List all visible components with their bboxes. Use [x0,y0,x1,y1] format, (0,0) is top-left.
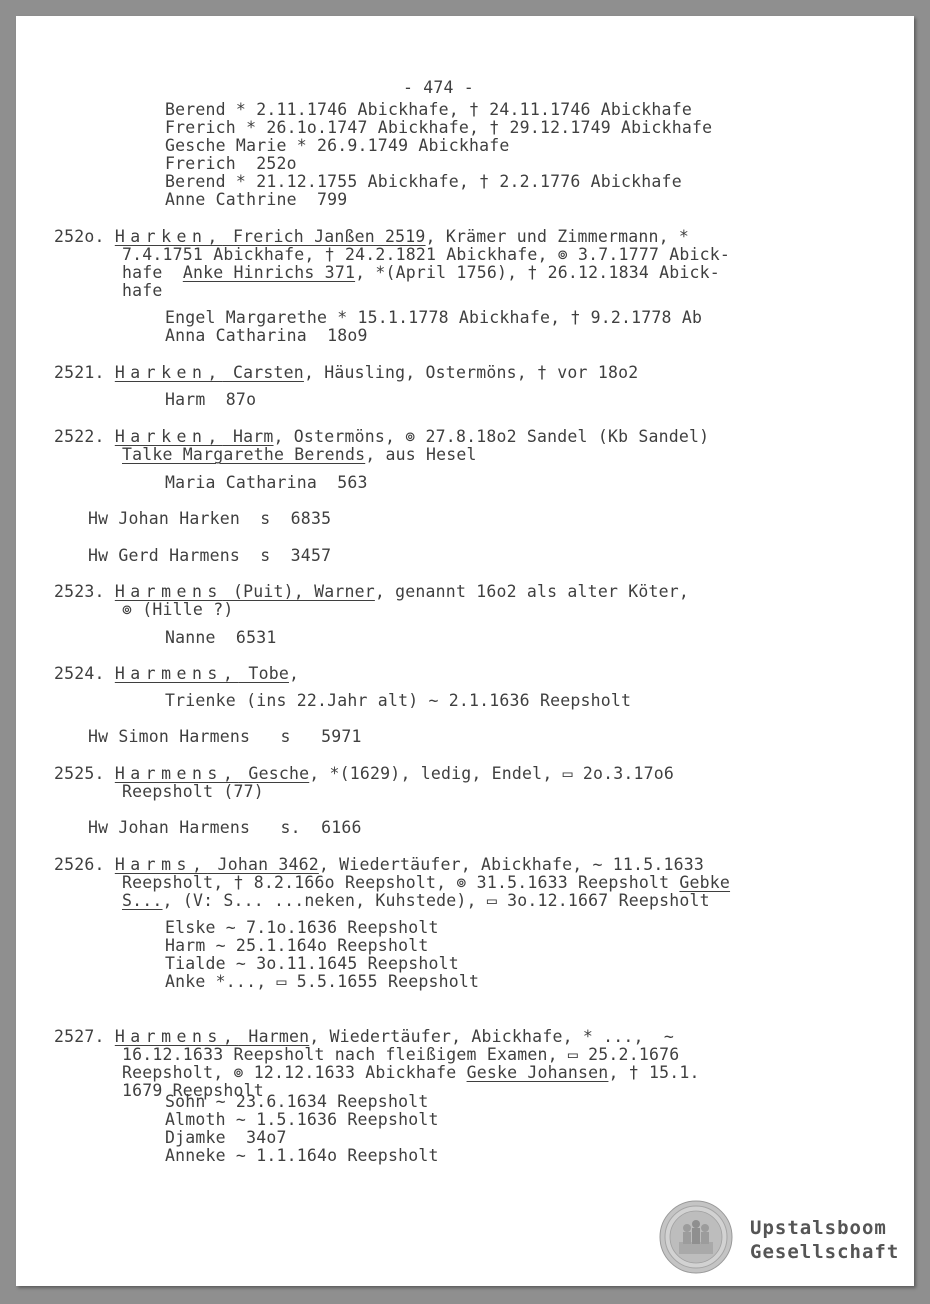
text-segment: 2527. [54,1027,115,1046]
text-segment: Anne Cathrine 799 [165,190,348,209]
text-line [165,474,368,492]
text-segment: 2524. [54,664,115,683]
text-segment: 2523. [54,582,115,601]
text-segment: , Wiedertäufer, Abickhafe, * ..., ~ [309,1027,675,1046]
text-segment: Almoth ~ 1.5.1636 Reepsholt [165,1110,439,1129]
text-segment: Hw Gerd Harmens s 3457 [88,546,332,565]
text-segment: 2521. [54,363,115,382]
text-segment: , Krämer und Zimmermann, * [425,227,690,246]
text-line [165,692,631,710]
text-line [165,973,479,991]
text-line [122,783,264,801]
text-segment: hafe [122,263,183,282]
underlined-name: Harm [222,427,274,446]
underlined-name: Geske Johansen [466,1063,609,1082]
text-line [88,510,331,528]
text-line [122,1046,679,1064]
text-segment: , Häusling, Ostermöns, † vor 18o2 [303,363,639,382]
text-line [88,547,331,565]
underlined-name: Johan 3462 [207,855,319,874]
text-line [165,919,439,937]
text-line [165,191,347,209]
underlined-name: Gebke [679,873,731,892]
underlined-name: (Puit), Warner [222,582,375,601]
text-line [88,728,362,746]
text-segment: Reepsholt, ⊚ 12.12.1633 Abickhafe [122,1063,467,1082]
text-line [165,137,510,155]
text-line [54,765,674,783]
society-name-line1: Upstalsboom [750,1217,887,1239]
underlined-name: Talke Margarethe Berends [122,445,366,464]
text-line [88,819,362,837]
underlined-name: Harmens, [114,664,239,683]
text-segment: Harm ~ 25.1.164o Reepsholt [165,936,429,955]
text-line [165,1093,428,1111]
text-line [122,892,710,910]
text-segment: Elske ~ 7.1o.1636 Reepsholt [165,918,439,937]
document-page [16,16,914,1286]
text-line [54,228,689,246]
underlined-name: Carsten [222,363,304,382]
underlined-name: Tobe [238,664,289,683]
underlined-name: Anke Hinrichs 371 [182,263,356,282]
text-segment: Tialde ~ 3o.11.1645 Reepsholt [165,954,459,973]
text-line [165,629,276,647]
text-segment: , † 15.1. [608,1063,700,1082]
text-segment: Berend * 21.12.1755 Abickhafe, † 2.2.1776 Abickhafe [165,172,682,191]
text-segment: Djamke 34o7 [165,1128,287,1147]
text-line [165,101,692,119]
text-segment: 16.12.1633 Reepsholt nach fleißigem Examen, ▭ 25.2.1676 [122,1045,680,1064]
text-segment: 7.4.1751 Abickhafe, † 24.2.1821 Abickhafe, ⊚ 3.7.1777 Abick- [122,245,731,264]
text-line [165,327,368,345]
text-segment: , aus Hesel [365,445,477,464]
text-line [122,264,720,282]
text-line [165,119,712,137]
text-segment: , [288,664,300,683]
text-line [54,665,299,683]
underlined-name: S... [122,891,163,910]
text-line [165,155,297,173]
text-line [54,428,709,446]
text-line [122,282,163,300]
text-segment: 1679 Reepsholt [122,1081,264,1100]
text-segment: 252o. [54,227,115,246]
text-segment: , genannt 16o2 als alter Köter, [374,582,690,601]
text-segment: ⊚ (Hille ?) [122,600,234,619]
text-segment: , (V: S... ...neken, Kuhstede), ▭ 3o.12.1667 Reepsholt [162,891,710,910]
text-segment: Anna Catharina 18o9 [165,326,368,345]
text-segment: , *(April 1756), † 26.12.1834 Abick- [355,263,720,282]
text-segment: Hw Simon Harmens s 5971 [88,727,362,746]
page-number: - 474 - [403,78,474,97]
text-segment: , Wiedertäufer, Abickhafe, ~ 11.5.1633 [318,855,704,874]
text-segment: , *(1629), ledig, Endel, ▭ 2o.3.17o6 [309,764,675,783]
underlined-name: Harken, [114,363,223,382]
text-line [54,1028,674,1046]
text-segment: 2526. [54,855,115,874]
text-segment: Frerich * 26.1o.1747 Abickhafe, † 29.12.1749 Abickhafe [165,118,713,137]
text-line [122,874,730,892]
text-segment: Frerich 252o [165,154,297,173]
text-segment: hafe [122,281,163,300]
text-segment: 2522. [54,427,115,446]
underlined-name: Harmens, [114,764,239,783]
text-line [122,246,730,264]
text-line [122,446,477,464]
text-line [165,1129,287,1147]
society-name-line2: Gesellschaft [750,1241,900,1263]
society-seal-icon [659,1200,733,1274]
text-segment: Berend * 2.11.1746 Abickhafe, † 24.11.1746 Abickhafe [165,100,692,119]
society-name [750,1216,899,1264]
underlined-name: Harms, [114,855,208,874]
underlined-name: Harken, [114,427,223,446]
underlined-name: Harmen [238,1027,310,1046]
text-segment: Nanne 6531 [165,628,277,647]
text-line [165,955,459,973]
text-line [165,309,702,327]
text-segment: Engel Margarethe * 15.1.1778 Abickhafe, † 9.2.1778 Ab [165,308,703,327]
text-segment: Reepsholt (77) [122,782,264,801]
text-segment: Anke *..., ▭ 5.5.1655 Reepsholt [165,972,480,991]
text-segment: Harm 87o [165,390,257,409]
text-segment: , Ostermöns, ⊚ 27.8.18o2 Sandel (Kb Sandel) [273,427,710,446]
text-line [165,1147,439,1165]
text-line [122,601,233,619]
text-line [165,1111,439,1129]
text-segment: Sohn ~ 23.6.1634 Reepsholt [165,1092,429,1111]
underlined-name: Gesche [238,764,310,783]
text-line [122,1064,700,1082]
text-segment: Trienke (ins 22.Jahr alt) ~ 2.1.1636 Reepsholt [165,691,632,710]
text-line [165,173,682,191]
underlined-name: Harken, [114,227,223,246]
text-segment: 2525. [54,764,115,783]
text-segment: Reepsholt, † 8.2.166o Reepsholt, ⊚ 31.5.1633 Reepsholt [122,873,680,892]
text-line [165,391,256,409]
text-segment: Maria Catharina 563 [165,473,368,492]
text-segment: Hw Johan Harmens s. 6166 [88,818,362,837]
text-line [54,583,689,601]
underlined-name: Harmens, [114,1027,239,1046]
text-segment: Anneke ~ 1.1.164o Reepsholt [165,1146,439,1165]
underlined-name: Frerich Janßen 2519 [222,227,426,246]
underlined-name: Harmens [114,582,223,601]
text-line [165,937,428,955]
text-segment: Gesche Marie * 26.9.1749 Abickhafe [165,136,510,155]
text-segment: Hw Johan Harken s 6835 [88,509,332,528]
text-line [54,364,638,382]
text-line [54,856,704,874]
